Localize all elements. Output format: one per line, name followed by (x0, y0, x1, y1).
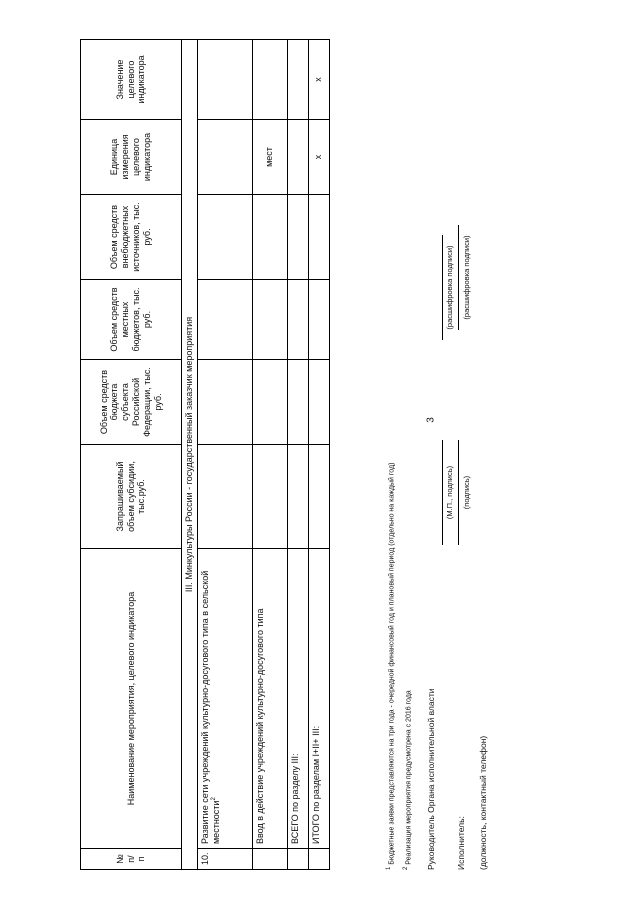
head-label: Руководитель Органа исполнительной власти (426, 688, 436, 870)
header-subsidy: Запрашиваемый объем субсидии, тыс.руб. (81, 445, 182, 549)
header-local: Объем средств местных бюджетов, тыс. руб. (81, 280, 182, 360)
header-name: Наименование мероприятия, целевого индикатора (81, 549, 182, 849)
table-row (287, 40, 308, 870)
footnote: $^1$ Бюджетные заявки представляются на три года - очередной финансовый год и плановый период (отдельно на каждый год) (386, 462, 396, 870)
footnote: $^2$ Реализация мероприятия предусмотрена с 2016 года (403, 690, 413, 870)
executor-sign-label: (подпись) (462, 475, 471, 510)
row-name: ВСЕГО по разделу III: (287, 549, 308, 849)
table-row (308, 40, 329, 870)
row-num: 10. (197, 849, 252, 870)
page-number: 3 (425, 417, 437, 423)
header-unit: Единица измерения целевого индикатора (81, 120, 182, 195)
section-title: III. Минкультуры России - государственный заказчик мероприятия (182, 40, 198, 870)
position-label: (должность, контактный телефон) (478, 735, 488, 870)
row-name: Развитие сети учреждений культурно-досугового типа в сельской местности$^2$ (197, 549, 252, 849)
executor-decode-line (458, 225, 459, 330)
row-unit: х (308, 120, 329, 195)
row-target: х (308, 40, 329, 120)
footnote-ref: 2 (210, 797, 217, 801)
row-name: ИТОГО по разделам I+II+ III: (308, 549, 329, 849)
head-sign-line (442, 440, 443, 545)
header-target: Значение целевого индикатора (81, 40, 182, 120)
row-name: Ввод в действие учреждений культурно-досугового типа (252, 549, 287, 849)
footnotes (382, 463, 417, 870)
head-decode-label: (расшифровка подписи) (445, 245, 454, 330)
header-offbudget: Объем средств внебюджетных источников, тыс. руб. (81, 195, 182, 280)
executor-sign-line (458, 440, 459, 545)
table-header-row (81, 40, 182, 870)
section-row (182, 40, 198, 870)
head-decode-line (442, 235, 443, 340)
row-unit: мест (252, 120, 287, 195)
header-regional: Объем средств бюджета субъекта Российской Федерации, тыс. руб. (81, 360, 182, 445)
executor-label: Исполнитель: (456, 816, 466, 870)
head-stamp-label: (М.П., подпись) (445, 465, 454, 520)
executor-decode-label: (расшифровка подписи) (462, 235, 471, 320)
table-row (197, 40, 252, 870)
header-num: № п/п (81, 849, 182, 870)
budget-table (80, 39, 330, 870)
rotated-page-content (80, 40, 590, 870)
table-row (252, 40, 287, 870)
